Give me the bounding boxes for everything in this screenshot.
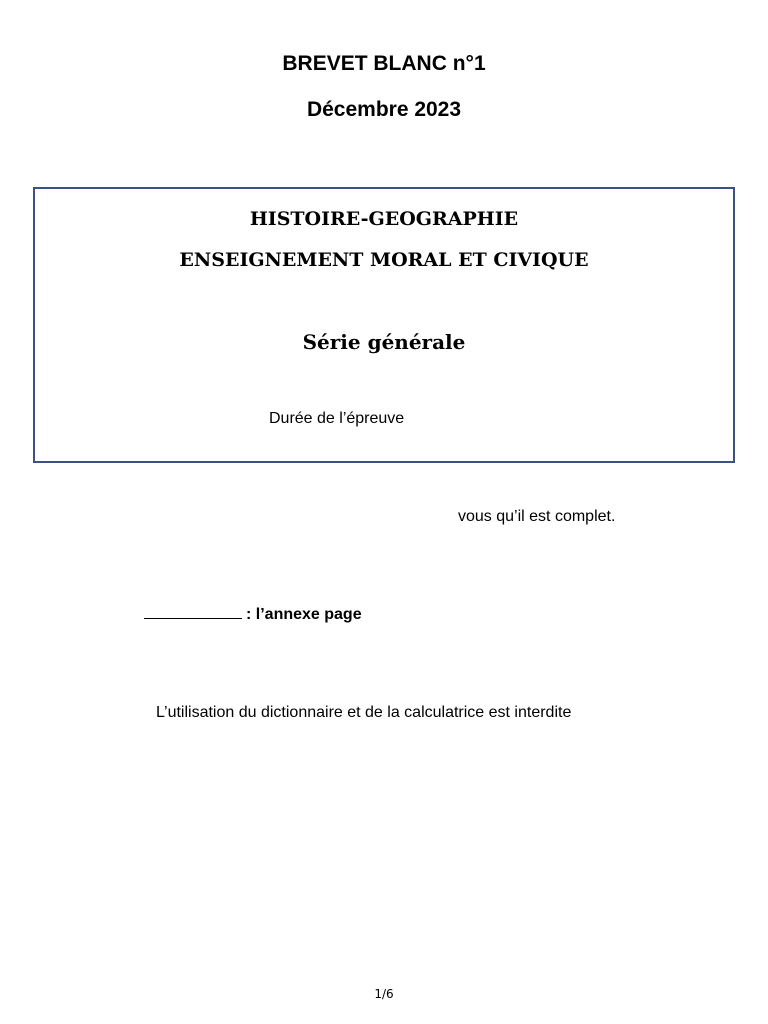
completeness-note: vous qu’il est complet.: [458, 508, 616, 525]
subject-box: [33, 187, 735, 463]
subject-subtitle: ENSEIGNEMENT MORAL ET CIVIQUE: [179, 249, 589, 271]
annex-note: [144, 604, 362, 625]
blank-underline: [144, 604, 242, 619]
exam-date: Décembre 2023: [306, 98, 462, 121]
series-label: Série générale: [302, 330, 466, 354]
rules-note: L’utilisation du dictionnaire et de la calculatrice est interdite: [156, 704, 572, 721]
annex-note-text: : l’annexe page: [246, 606, 362, 623]
page-number: 1/6: [374, 987, 394, 1001]
exam-title: BREVET BLANC n°1: [282, 52, 486, 75]
duration-label: Durée de l’épreuve: [269, 410, 405, 427]
subject-title: HISTOIRE-GEOGRAPHIE: [249, 208, 519, 230]
